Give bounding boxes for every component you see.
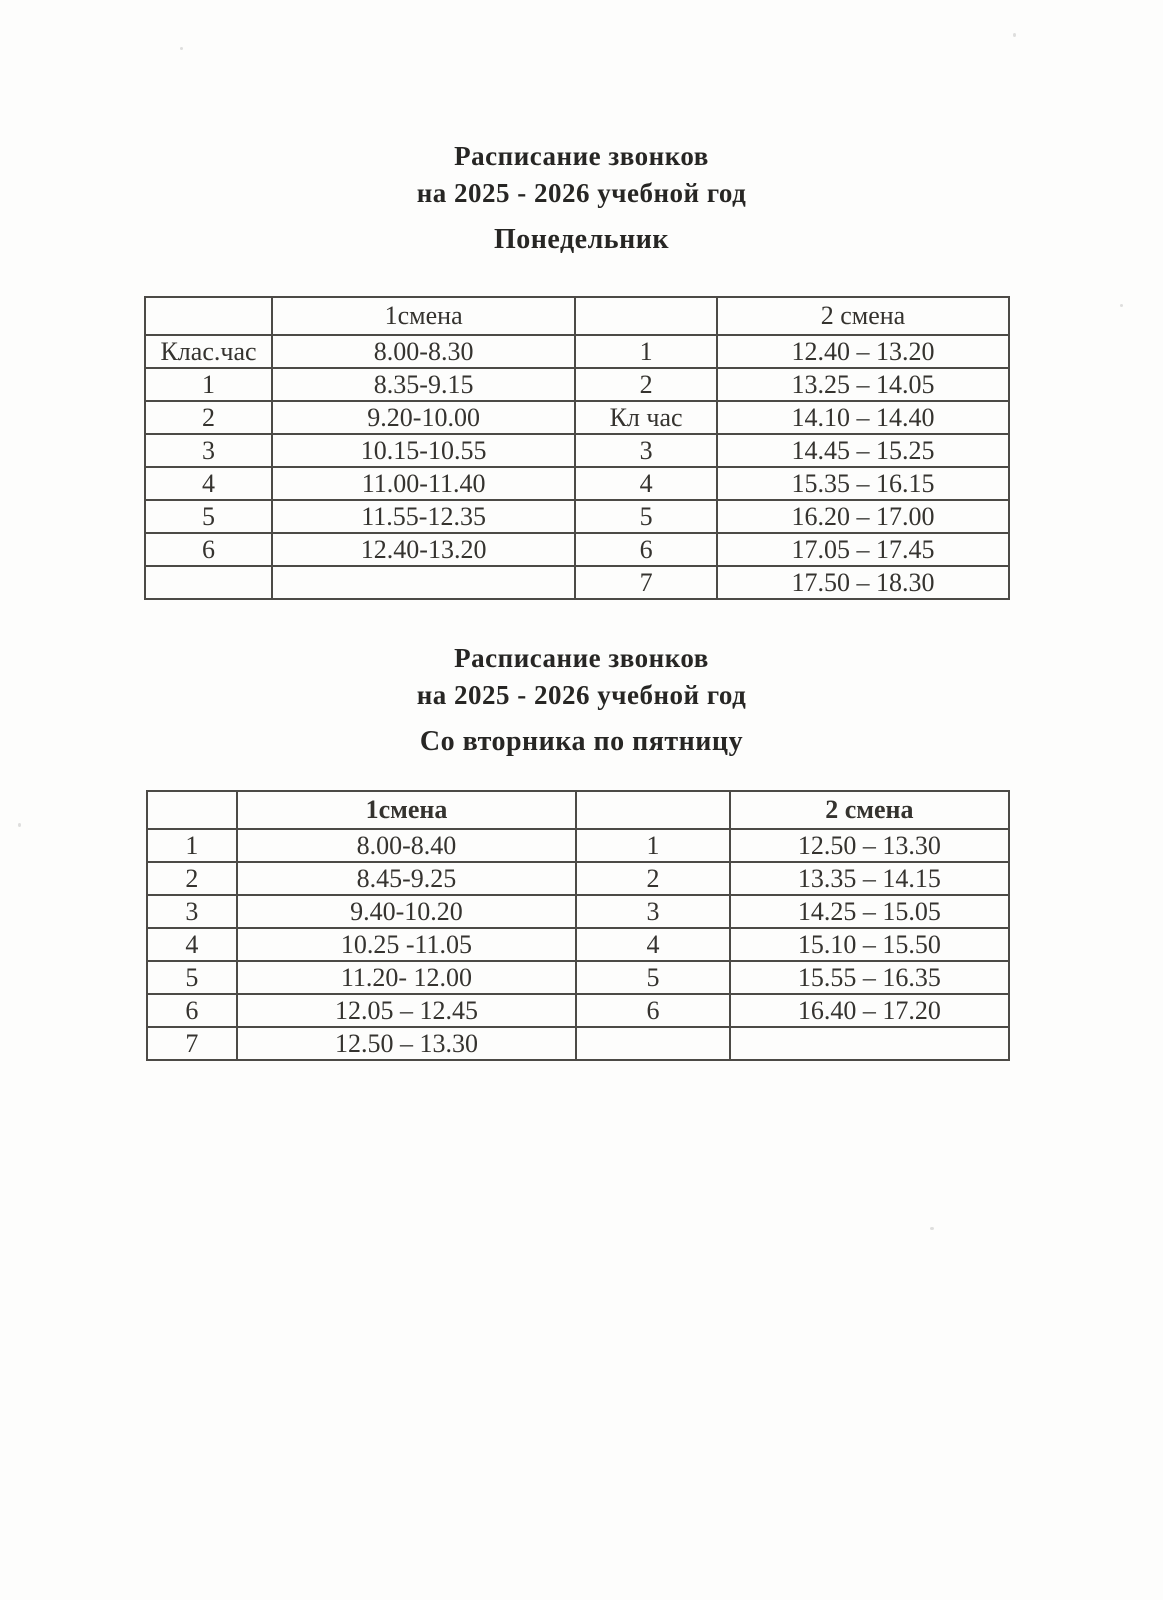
table-cell: 4 [576, 928, 729, 961]
table-cell: 14.45 – 15.25 [717, 434, 1009, 467]
table-row [145, 500, 1009, 533]
table-cell: 6 [147, 994, 237, 1027]
table-cell [272, 566, 575, 599]
table-cell: 17.05 – 17.45 [717, 533, 1009, 566]
header-cell [575, 297, 717, 335]
table-cell: 16.40 – 17.20 [730, 994, 1009, 1027]
bell-schedule-table-tue-fri [146, 790, 1010, 1061]
table-cell: 10.15-10.55 [272, 434, 575, 467]
header-cell [147, 791, 237, 829]
table-cell: 1 [575, 335, 717, 368]
table-cell: 15.55 – 16.35 [730, 961, 1009, 994]
table-cell: 14.10 – 14.40 [717, 401, 1009, 434]
day-subtitle-monday: Понедельник [494, 224, 669, 255]
table-cell: 3 [145, 434, 272, 467]
table-cell: 10.25 -11.05 [237, 928, 577, 961]
table-cell: 2 [145, 401, 272, 434]
header-cell [576, 791, 729, 829]
header-cell [145, 297, 272, 335]
table-cell [145, 566, 272, 599]
header-row [147, 791, 1009, 829]
table-cell: Кл час [575, 401, 717, 434]
table-row [145, 335, 1009, 368]
header-cell: 1смена [237, 791, 577, 829]
scan-speck [1120, 304, 1123, 307]
table-row [145, 368, 1009, 401]
table-cell: 11.00-11.40 [272, 467, 575, 500]
table-row [145, 467, 1009, 500]
scan-speck [18, 823, 21, 827]
table-row [147, 928, 1009, 961]
table-cell: 17.50 – 18.30 [717, 566, 1009, 599]
table-cell: 11.20- 12.00 [237, 961, 577, 994]
table-row [147, 1027, 1009, 1060]
table-row [147, 862, 1009, 895]
table-cell: 4 [575, 467, 717, 500]
table-cell: 12.50 – 13.30 [730, 829, 1009, 862]
table-cell: 13.25 – 14.05 [717, 368, 1009, 401]
table-cell: 2 [147, 862, 237, 895]
header-cell: 2 смена [717, 297, 1009, 335]
table-cell: 8.00-8.40 [237, 829, 577, 862]
table-cell: 3 [147, 895, 237, 928]
table-cell: 8.00-8.30 [272, 335, 575, 368]
table-row [147, 895, 1009, 928]
table-cell: 1 [147, 829, 237, 862]
table-cell: 15.35 – 16.15 [717, 467, 1009, 500]
title-line-2: на 2025 - 2026 учебной год [416, 680, 747, 710]
table-cell: 15.10 – 15.50 [730, 928, 1009, 961]
bell-schedule-table-monday [144, 296, 1010, 600]
table-cell: 5 [147, 961, 237, 994]
table-cell: 7 [147, 1027, 237, 1060]
table-cell: 9.20-10.00 [272, 401, 575, 434]
header-cell: 2 смена [730, 791, 1009, 829]
table-cell: 13.35 – 14.15 [730, 862, 1009, 895]
title-line-2: на 2025 - 2026 учебной год [416, 178, 747, 208]
table-cell: 8.45-9.25 [237, 862, 577, 895]
table-cell: 4 [145, 467, 272, 500]
table-cell: 12.40-13.20 [272, 533, 575, 566]
table-row [145, 434, 1009, 467]
scan-speck [180, 47, 183, 50]
table-row [145, 401, 1009, 434]
table-cell: Клас.час [145, 335, 272, 368]
table-row [145, 566, 1009, 599]
schedule-title-monday [0, 138, 1163, 212]
table-cell [576, 1027, 729, 1060]
table-cell: 11.55-12.35 [272, 500, 575, 533]
table-cell: 14.25 – 15.05 [730, 895, 1009, 928]
table-cell: 3 [575, 434, 717, 467]
table-cell: 6 [576, 994, 729, 1027]
table-cell: 6 [575, 533, 717, 566]
table-cell: 2 [575, 368, 717, 401]
title-line-1: Расписание звонков [454, 141, 709, 171]
table-cell: 12.40 – 13.20 [717, 335, 1009, 368]
table-cell: 5 [575, 500, 717, 533]
table-row [147, 961, 1009, 994]
scan-speck [930, 1227, 934, 1230]
table-row [147, 829, 1009, 862]
table-cell [730, 1027, 1009, 1060]
table-cell: 4 [147, 928, 237, 961]
table-cell: 5 [576, 961, 729, 994]
table-cell: 1 [145, 368, 272, 401]
table-cell: 6 [145, 533, 272, 566]
table-cell: 1 [576, 829, 729, 862]
table-cell: 9.40-10.20 [237, 895, 577, 928]
table-cell: 3 [576, 895, 729, 928]
table-cell: 16.20 – 17.00 [717, 500, 1009, 533]
header-cell: 1смена [272, 297, 575, 335]
title-line-1: Расписание звонков [454, 643, 709, 673]
header-row [145, 297, 1009, 335]
table-cell: 5 [145, 500, 272, 533]
day-subtitle-tue-fri: Со вторника по пятницу [419, 726, 744, 757]
table-cell: 2 [576, 862, 729, 895]
table-row [145, 533, 1009, 566]
schedule-title-tue-fri [0, 640, 1163, 714]
table-cell: 8.35-9.15 [272, 368, 575, 401]
table-cell: 7 [575, 566, 717, 599]
scan-speck [1013, 33, 1016, 37]
table-cell: 12.50 – 13.30 [237, 1027, 577, 1060]
table-row [147, 994, 1009, 1027]
table-cell: 12.05 – 12.45 [237, 994, 577, 1027]
